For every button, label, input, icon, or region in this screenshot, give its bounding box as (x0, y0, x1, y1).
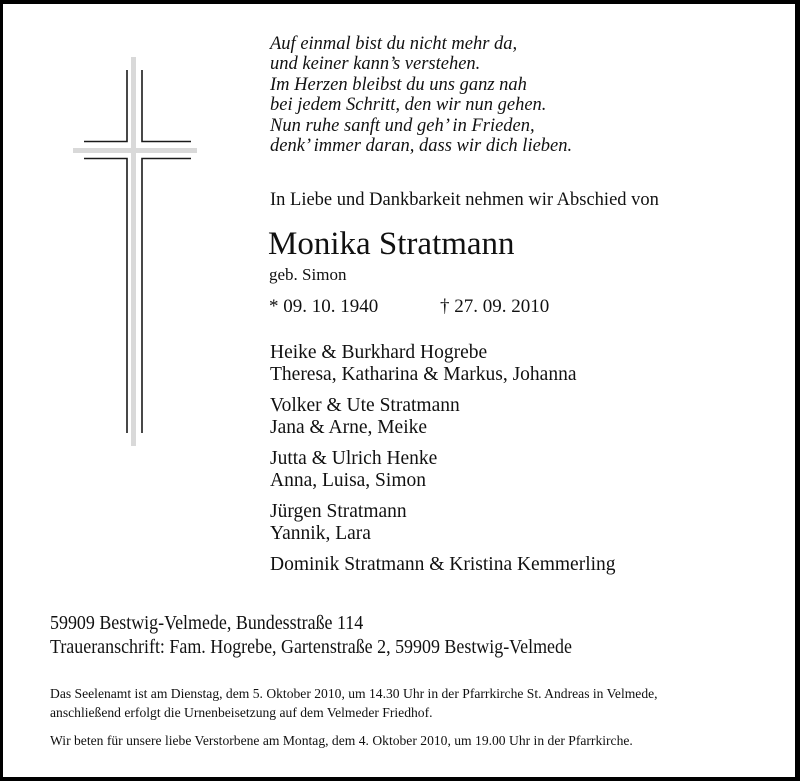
maiden-name: geb. Simon (269, 265, 347, 284)
address-block (50, 612, 572, 659)
poem-line: Auf einmal bist du nicht mehr da, (270, 34, 518, 54)
family-group (270, 342, 616, 385)
family-group (270, 554, 616, 576)
family-group (270, 501, 616, 544)
poem-line: Nun ruhe sanft und geh’ in Frieden, (270, 115, 535, 136)
deceased-name: Monika Stratmann (268, 226, 515, 262)
family-line: Heike & Burkhard Hogrebe (270, 342, 488, 363)
service-notices (50, 685, 658, 751)
farewell-intro: In Liebe und Dankbarkeit nehmen wir Abschied von (270, 190, 659, 210)
family-group (270, 448, 616, 491)
family-line: Jutta & Ulrich Henke (270, 448, 438, 469)
family-line: Theresa, Katharina & Markus, Johanna (270, 363, 577, 385)
requiem-notice-line1: Das Seelenamt ist am Dienstag, dem 5. Oktober 2010, um 14.30 Uhr in der Pfarrkirche St. Andreas in Velmede, (50, 686, 658, 701)
poem-line: Im Herzen bleibst du uns ganz nah (270, 74, 527, 95)
obituary-notice (3, 4, 795, 777)
prayer-notice: Wir beten für unsere liebe Verstorbene am Montag, dem 4. Oktober 2010, um 19.00 Uhr in der Pfarrkirche. (50, 733, 633, 748)
cross-icon (3, 4, 263, 464)
requiem-notice-line2: anschließend erfolgt die Urnenbeisetzung auf dem Velmeder Friedhof. (50, 704, 433, 720)
family-group (270, 395, 616, 438)
home-address: 59909 Bestwig-Velmede, Bundesstraße 114 (50, 613, 364, 634)
poem-line: denk’ immer daran, dass wir dich lieben. (270, 135, 573, 156)
birth-date: * 09. 10. 1940 (269, 296, 379, 317)
poem-line: bei jedem Schritt, den wir nun gehen. (270, 95, 547, 116)
family-line: Dominik Stratmann & Kristina Kemmerling (270, 554, 616, 575)
family-line: Volker & Ute Stratmann (270, 395, 460, 416)
mourners-list (270, 342, 616, 586)
family-line: Jürgen Stratmann (270, 501, 407, 522)
poem-line: und keiner kann’s verstehen. (270, 54, 481, 75)
mourning-address: Traueranschrift: Fam. Hogrebe, Gartenstraße 2, 59909 Bestwig-Velmede (50, 636, 572, 658)
death-date: † 27. 09. 2010 (440, 296, 550, 317)
poem (270, 34, 572, 156)
family-line: Yannik, Lara (270, 522, 371, 544)
family-line: Anna, Luisa, Simon (270, 469, 426, 491)
family-line: Jana & Arne, Meike (270, 416, 428, 438)
